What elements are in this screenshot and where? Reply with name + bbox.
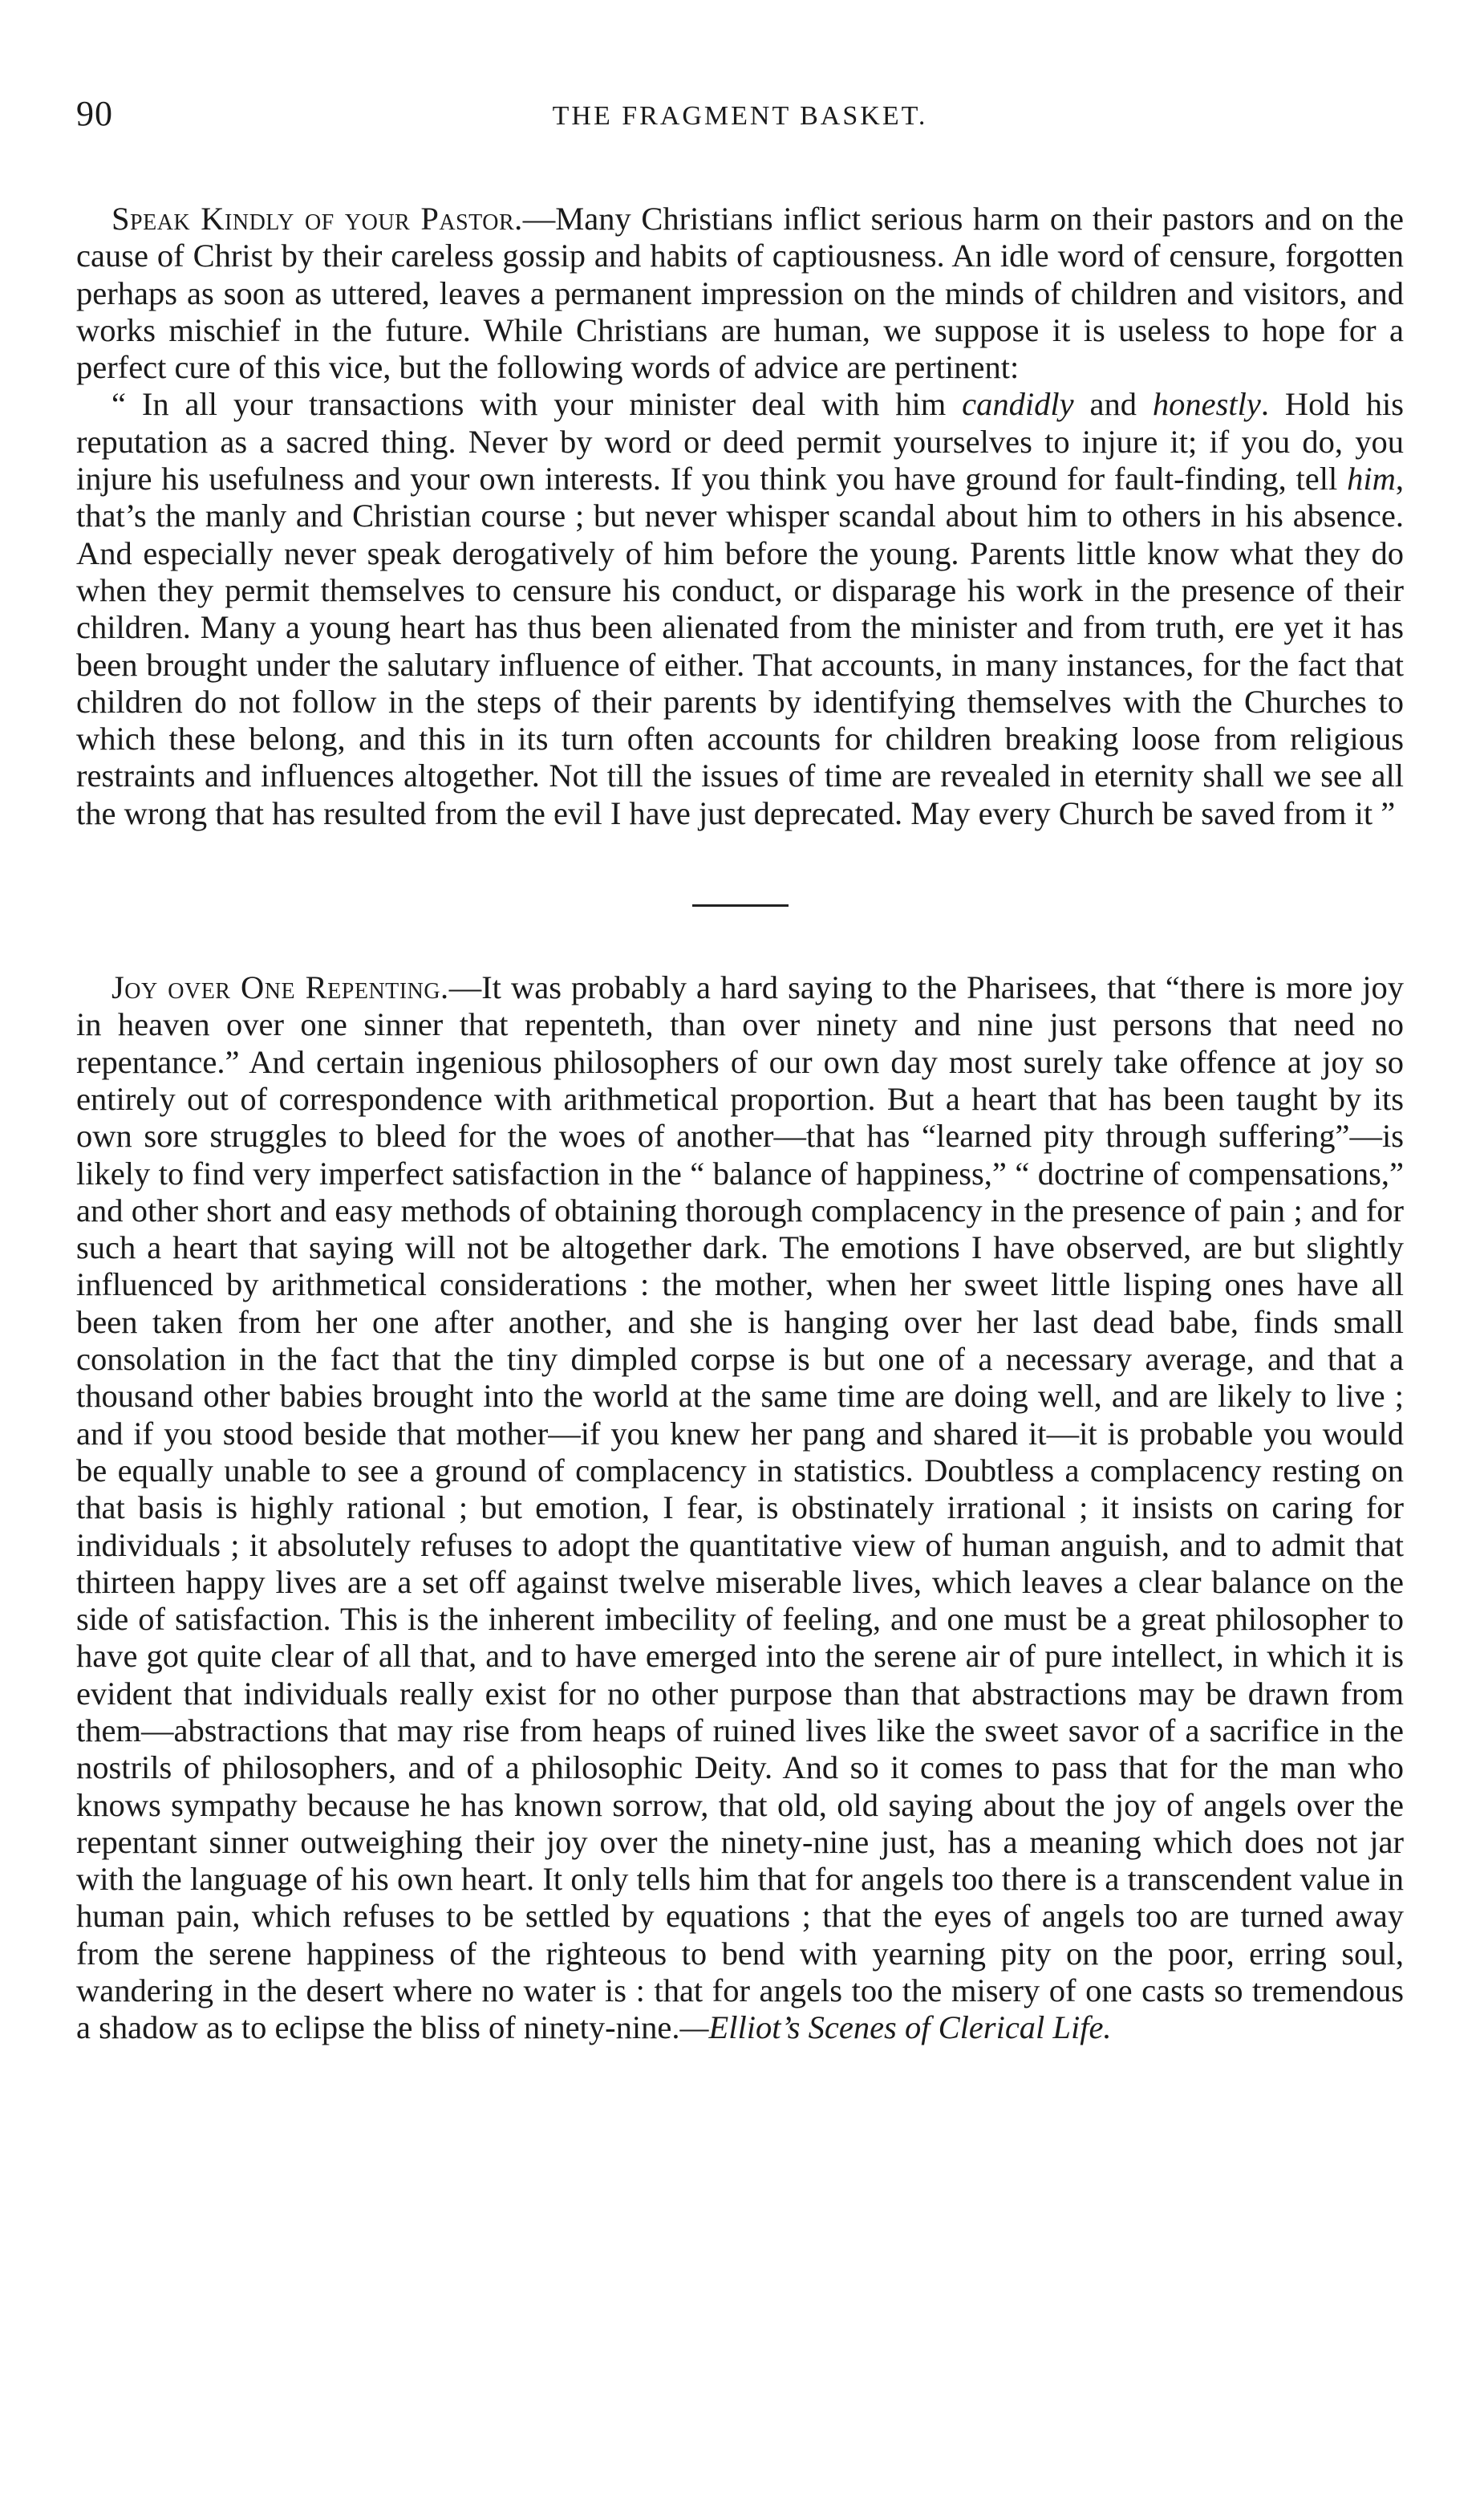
article-two-paragraph [76, 969, 1404, 2047]
quote-middle-text: . Hold his reputation as a sacred thing. Never by word or deed permit yourselves to injure it; if you do, you injure his usefulness and your own interests. If you think you have ground for fault-finding, tell [76, 386, 1404, 498]
article-one-intro-text: —Many Christians inflict serious harm on their pastors and on the cause of Christ by their careless gossip and habits of captiousness. An idle word of censure, forgotten perhaps as soon as uttered, leaves a permanent impression on the minds of children and visitors, and works mischief in the future. While Christians are human, we suppose it is useless to hope for a perfect cure of this vice, but the following words of advice are pertinent: [76, 201, 1404, 386]
article-joy-over-one-repenting [76, 969, 1404, 2047]
article-two-body: —It was probably a hard saying to the Pharisees, that “there is more joy in heaven over one sinner that repenteth, than over ninety and nine just persons that need no repentance.” And certain ingenious philosophers of our own day most surely take offence at joy so entirely out of correspondence with arithmetical proportion. But a heart that has been taught by its own sore struggles to bleed for the woes of another—that has “learned pity through suffering”—is likely to find very imperfect satisfaction in the “ balance of happiness,” “ doctrine of compensations,” and other short and easy methods of obtaining thorough complacency in the presence of pain ; and for such a heart that saying will not be altogether dark. The emotions I have observed, are but slightly influenced by arithmetical considerations : the mother, when her sweet little lisping ones have all been taken from her one after another, and she is hanging over her last dead babe, finds small consolation in the fact that the tiny dimpled corpse is but one of a necessary average, and that a thousand other babies brought into the world at the same time are doing well, and are likely to live ; and if you stood beside that mother—if you knew her pang and shared it—it is probable you would be equally unable to see a ground of complacency in statistics. Doubtless a complacency resting on that basis is highly rational ; but emotion, I fear, is obstinately irrational ; it insists on caring for individuals ; it absolutely refuses to adopt the quantitative view of human anguish, and to admit that thirteen happy lives are a set off against twelve miserable lives, which leaves a clear balance on the side of satisfaction. This is the inherent imbecility of feeling, and one must be a great philosopher to have got quite clear of all that, and to have emerged into the serene air of pure intellect, in which it is evident that individuals really exist for no other purpose than that abstractions may be drawn from them—abstractions that may rise from heaps of ruined lives like the sweet savor of a sacrifice in the nostrils of philosophers, and of a philosophic Deity. And so it comes to pass that for the man who knows sympathy because he has known sorrow, that old, old saying about the joy of angels over the repentant sinner outweighing their joy over the ninety-nine just, has a meaning which does not jar with the language of his own heart. It only tells him that for angels too there is a transcendent value in human pain, which refuses to be settled by equations ; that the eyes of angels too are turned away from the serene happiness of the righteous to bend with yearning pity on the poor, erring soul, wandering in the desert where no water is : that for angels too the misery of one casts so tremendous a shadow as to eclipse the bliss of ninety-nine. [76, 969, 1404, 2046]
article-one-quote-paragraph [76, 386, 1404, 832]
article-one-title: Speak Kindly of your Pastor. [112, 201, 523, 237]
page-number: 90 [76, 94, 113, 133]
article-two-attribution: —Elliot’s Scenes of Clerical Life. [679, 2009, 1112, 2046]
running-title: THE FRAGMENT BASKET. [552, 101, 928, 131]
quote-conjunction: and [1073, 386, 1153, 423]
emphasis-honestly: honestly [1152, 386, 1261, 423]
emphasis-candidly: candidly [962, 386, 1074, 423]
section-separator-rule [692, 904, 789, 907]
book-page [76, 90, 1404, 2047]
running-head [76, 90, 1404, 154]
quote-opening-text: “ In all your transactions with your minister deal with him [112, 386, 963, 423]
article-speak-kindly [76, 201, 1404, 832]
quote-closing-text: , that’s the manly and Christian course ; but never whisper scandal about him to others in his absence. And especially never speak derogatively of him before the young. Parents little know what they do when they permit themselves to censure his conduct, or disparage his work in the presence of their children. Many a young heart has thus been alienated from the minister and from truth, ere yet it has been brought under the salutary influence of either. That accounts, in many instances, for the fact that children do not follow in the steps of their parents by identifying themselves with the Churches to which these belong, and this in its turn often accounts for children breaking loose from religious restraints and influences altogether. Not till the issues of time are revealed in eternity shall we see all the wrong that has resulted from the evil I have just deprecated. May every Church be saved from it ” [76, 461, 1404, 831]
article-one-intro-paragraph [76, 201, 1404, 386]
article-two-title: Joy over One Repenting. [112, 969, 449, 1006]
emphasis-him: him [1347, 461, 1396, 498]
